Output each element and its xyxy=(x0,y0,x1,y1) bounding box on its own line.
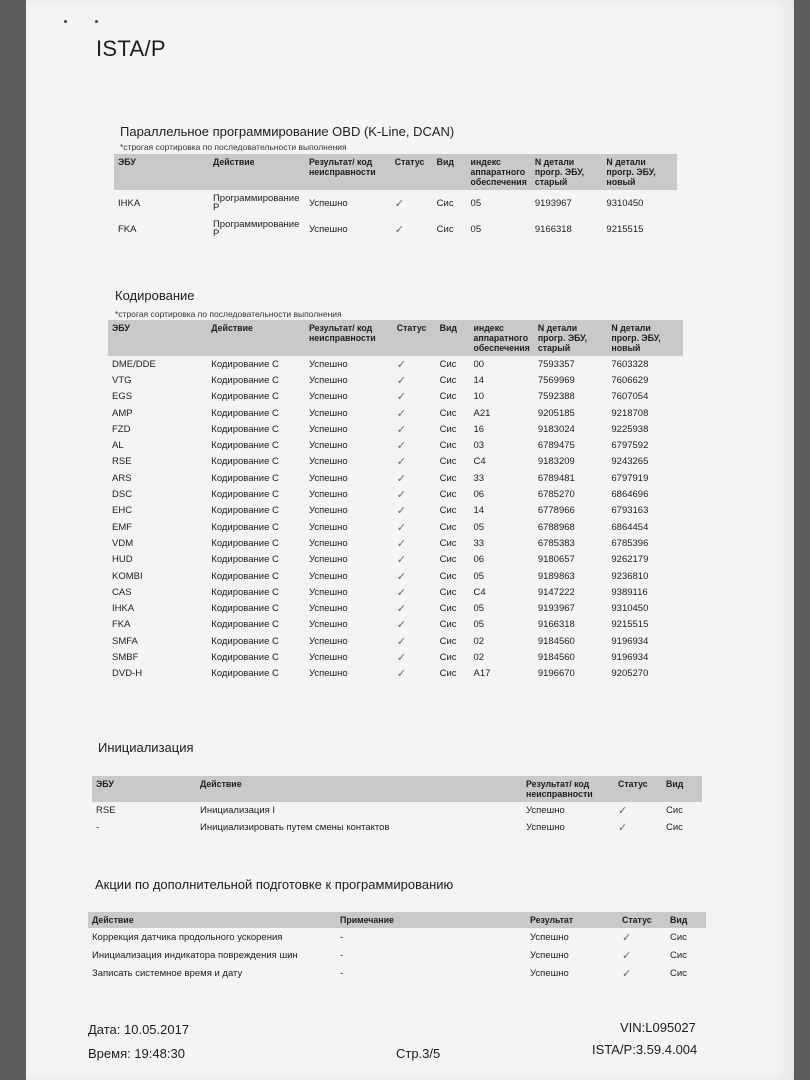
table-row xyxy=(108,600,683,616)
cell-kind: Сис xyxy=(439,374,457,386)
cell-old: 9189863 xyxy=(537,570,575,582)
cell-ecu: FKA xyxy=(118,223,137,235)
cell-result: Успешно xyxy=(308,456,348,468)
software-version: ISTA/P:3.59.4.004 xyxy=(592,1042,698,1057)
cell-new: 7607054 xyxy=(611,391,649,403)
cell-result: Успешно xyxy=(308,619,348,631)
table-row xyxy=(92,802,702,819)
table-row xyxy=(108,617,683,633)
cell-result: Успешно xyxy=(308,635,348,647)
column-header: Результат/ код неисправности xyxy=(522,776,614,802)
column-header: ЭБУ xyxy=(92,776,196,802)
cell-kind: Сис xyxy=(666,822,683,833)
cell-old: 9166318 xyxy=(534,223,572,235)
cell-kind: Сис xyxy=(439,537,457,549)
cell-action: Кодирование С xyxy=(211,407,279,419)
cell-old: 9205185 xyxy=(537,407,575,419)
cell-new: 6864454 xyxy=(611,521,649,533)
cell-old: 9184560 xyxy=(537,635,575,647)
programming-table xyxy=(114,154,677,242)
cell-result: Успешно xyxy=(308,374,348,386)
status-check-icon: ✓ xyxy=(396,358,406,371)
table-row xyxy=(114,216,677,242)
cell-result: Успешно xyxy=(526,822,565,833)
cell-action: Кодирование С xyxy=(211,635,279,647)
cell-old: 9196670 xyxy=(537,668,575,680)
table-row xyxy=(108,470,683,486)
cell-remark: - xyxy=(340,967,344,979)
cell-ecu: DVD-H xyxy=(112,668,143,680)
cell-result: Успешно xyxy=(308,668,348,680)
cell-old: 9180657 xyxy=(537,554,575,566)
cell-new: 6785396 xyxy=(611,537,649,549)
status-check-icon: ✓ xyxy=(622,967,632,980)
cell-new: 6864696 xyxy=(611,489,649,501)
cell-action: Инициализация I xyxy=(200,805,276,816)
cell-index: 33 xyxy=(473,472,485,484)
cell-old: 6789481 xyxy=(537,472,575,484)
cell-kind: Сис xyxy=(666,805,683,816)
status-check-icon: ✓ xyxy=(396,423,406,436)
cell-index: C4 xyxy=(473,586,486,598)
cell-old: 9166318 xyxy=(537,619,575,631)
cell-ecu: VTG xyxy=(112,374,132,386)
table-row xyxy=(108,372,683,388)
cell-old: 6789475 xyxy=(537,440,575,452)
cell-kind: Сис xyxy=(436,197,454,209)
cell-new: 9218708 xyxy=(611,407,649,419)
section-title-preparation: Акции по дополнительной подготовке к программированию xyxy=(95,877,454,892)
table-row xyxy=(92,819,702,836)
cell-kind: Сис xyxy=(670,931,687,943)
cell-index: A17 xyxy=(473,668,491,680)
table-row xyxy=(88,928,706,946)
column-header: Статус xyxy=(393,320,436,356)
cell-ecu: RSE xyxy=(112,456,132,468)
cell-index: 33 xyxy=(473,537,485,549)
cell-result: Успешно xyxy=(308,537,348,549)
table-row xyxy=(108,356,683,372)
column-header: Вид xyxy=(436,320,470,356)
column-header: Действие xyxy=(207,320,305,356)
cell-ecu: AL xyxy=(112,440,124,452)
status-check-icon: ✓ xyxy=(396,651,406,664)
status-check-icon: ✓ xyxy=(396,521,406,534)
cell-old: 9147222 xyxy=(537,586,575,598)
cell-old: 9184560 xyxy=(537,651,575,663)
cell-result: Успешно xyxy=(308,223,348,235)
cell-new: 7606629 xyxy=(611,374,649,386)
cell-ecu: IHKA xyxy=(118,197,141,209)
sort-note: *строгая сортировка по последовательности выполнения xyxy=(120,142,347,152)
cell-kind: Сис xyxy=(439,358,457,370)
cell-action: Кодирование С xyxy=(211,489,279,501)
column-header: Действие xyxy=(196,776,522,802)
page-title: ISTA/P xyxy=(96,36,166,61)
column-header: Результат xyxy=(526,912,618,928)
cell-index: 14 xyxy=(473,505,485,517)
cell-index: 10 xyxy=(473,391,485,403)
report-time: Время: 19:48:30 xyxy=(88,1046,185,1061)
table-row xyxy=(108,503,683,519)
cell-result: Успешно xyxy=(530,949,569,961)
column-header: Примечание xyxy=(336,912,526,928)
cell-old: 9183209 xyxy=(537,456,575,468)
table-row xyxy=(108,649,683,665)
cell-new: 9225938 xyxy=(611,423,649,435)
status-check-icon: ✓ xyxy=(618,805,628,817)
vin-number: VIN:L095027 xyxy=(620,1020,696,1035)
cell-kind: Сис xyxy=(439,407,457,419)
cell-kind: Сис xyxy=(439,619,457,631)
cell-ecu: DME/DDE xyxy=(112,358,156,370)
column-header: Вид xyxy=(433,154,467,190)
cell-result: Успешно xyxy=(308,651,348,663)
cell-action: Кодирование С xyxy=(211,570,279,582)
cell-index: A21 xyxy=(473,407,491,419)
status-check-icon: ✓ xyxy=(396,489,406,502)
cell-action: Кодирование С xyxy=(211,521,279,533)
status-check-icon: ✓ xyxy=(394,197,404,210)
cell-index: 05 xyxy=(473,570,485,582)
cell-index: 02 xyxy=(473,635,485,647)
status-check-icon: ✓ xyxy=(396,440,406,453)
cell-result: Успешно xyxy=(530,931,569,943)
table-header-row xyxy=(114,154,677,190)
cell-action: Кодирование С xyxy=(211,456,279,468)
column-header: Действие xyxy=(88,912,336,928)
cell-kind: Сис xyxy=(439,651,457,663)
cell-index: 06 xyxy=(473,489,485,501)
cell-index: 05 xyxy=(470,223,482,235)
cell-new: 9205270 xyxy=(611,668,649,680)
cell-result: Успешно xyxy=(308,358,348,370)
cell-ecu: DSC xyxy=(112,489,133,501)
cell-kind: Сис xyxy=(439,554,457,566)
table-row xyxy=(108,568,683,584)
cell-ecu: SMBF xyxy=(112,651,139,663)
cell-ecu: IHKA xyxy=(112,603,135,615)
cell-action: Коррекция датчика продольного ускорения xyxy=(92,931,283,943)
cell-result: Успешно xyxy=(526,805,565,816)
cell-result: Успешно xyxy=(530,967,569,979)
status-check-icon: ✓ xyxy=(622,931,632,944)
table-row xyxy=(114,190,677,216)
cell-kind: Сис xyxy=(439,489,457,501)
column-header: Статус xyxy=(391,154,433,190)
column-header: Результат/ код неисправности xyxy=(305,154,391,190)
cell-old: 9183024 xyxy=(537,423,575,435)
initialization-table xyxy=(92,776,702,836)
status-check-icon: ✓ xyxy=(396,586,406,599)
cell-action: Кодирование С xyxy=(211,440,279,452)
report-date: Дата: 10.05.2017 xyxy=(88,1022,190,1037)
table-row xyxy=(108,519,683,535)
status-check-icon: ✓ xyxy=(396,505,406,518)
table-row xyxy=(108,535,683,551)
table-header-row xyxy=(108,320,683,356)
status-check-icon: ✓ xyxy=(396,407,406,420)
cell-action: Кодирование С xyxy=(211,603,279,615)
cell-ecu: AMP xyxy=(112,407,133,419)
cell-result: Успешно xyxy=(308,197,348,209)
cell-action: Инициализация индикатора повреждения шин xyxy=(92,949,298,961)
cell-action: Кодирование С xyxy=(211,505,279,517)
cell-result: Успешно xyxy=(308,603,348,615)
cell-action: Кодирование С xyxy=(211,554,279,566)
cell-kind: Сис xyxy=(439,635,457,647)
cell-action: Кодирование С xyxy=(211,586,279,598)
cell-action: Кодирование С xyxy=(211,668,279,680)
cell-new: 9310450 xyxy=(611,603,649,615)
status-check-icon: ✓ xyxy=(396,456,406,469)
cell-new: 9262179 xyxy=(611,554,649,566)
cell-index: 05 xyxy=(470,197,482,209)
cell-old: 6785270 xyxy=(537,489,575,501)
status-check-icon: ✓ xyxy=(396,554,406,567)
cell-index: 02 xyxy=(473,651,485,663)
cell-result: Успешно xyxy=(308,521,348,533)
cell-new: 9215515 xyxy=(611,619,649,631)
cell-index: 00 xyxy=(473,358,485,370)
column-header: N детали прогр. ЭБУ, новый xyxy=(602,154,677,190)
status-check-icon: ✓ xyxy=(396,668,406,681)
table-row xyxy=(108,405,683,421)
cell-ecu: EGS xyxy=(112,391,133,403)
column-header: Вид xyxy=(662,776,702,802)
cell-index: 05 xyxy=(473,619,485,631)
cell-new: 9389116 xyxy=(611,586,648,598)
section-title-initialization: Инициализация xyxy=(98,740,194,755)
status-check-icon: ✓ xyxy=(396,619,406,632)
cell-kind: Сис xyxy=(439,456,457,468)
section-title-programming: Параллельное программирование OBD (K-Line, DCAN) xyxy=(120,124,455,139)
cell-kind: Сис xyxy=(439,472,457,484)
cell-new: 6797592 xyxy=(611,440,649,452)
table-row xyxy=(108,437,683,453)
cell-remark: - xyxy=(340,931,344,943)
cell-action: Программирование Р xyxy=(212,193,300,213)
cell-action: Записать системное время и дату xyxy=(92,967,243,979)
status-check-icon: ✓ xyxy=(396,537,406,550)
sort-note: *строгая сортировка по последовательности выполнения xyxy=(115,309,342,319)
column-header: индекс аппаратного обеспечения xyxy=(470,320,534,356)
column-header: Вид xyxy=(666,912,706,928)
status-check-icon: ✓ xyxy=(396,374,406,387)
status-check-icon: ✓ xyxy=(622,949,632,962)
cell-result: Успешно xyxy=(308,505,348,517)
table-row xyxy=(108,584,683,600)
cell-ecu: VDM xyxy=(112,537,134,549)
cell-ecu: FZD xyxy=(112,423,131,435)
column-header: Статус xyxy=(618,912,666,928)
cell-result: Успешно xyxy=(308,570,348,582)
cell-kind: Сис xyxy=(439,521,457,533)
column-header: N детали прогр. ЭБУ, новый xyxy=(607,320,683,356)
cell-kind: Сис xyxy=(436,223,454,235)
column-header: ЭБУ xyxy=(108,320,207,356)
cell-old: 7569969 xyxy=(537,374,575,386)
column-header: Действие xyxy=(209,154,305,190)
cell-result: Успешно xyxy=(308,472,348,484)
cell-index: 14 xyxy=(473,374,485,386)
page-number: Стр.3/5 xyxy=(396,1046,441,1061)
cell-new: 6797919 xyxy=(611,472,649,484)
column-header: ЭБУ xyxy=(114,154,209,190)
cell-ecu: HUD xyxy=(112,554,133,566)
punch-mark xyxy=(64,20,67,23)
cell-ecu: CAS xyxy=(112,586,132,598)
cell-old: 6788968 xyxy=(537,521,575,533)
table-header-row xyxy=(88,912,706,928)
cell-new: 9243265 xyxy=(611,456,649,468)
cell-new: 9196934 xyxy=(611,635,649,647)
cell-ecu: FKA xyxy=(112,619,131,631)
table-row xyxy=(108,666,683,682)
cell-action: Инициализировать путем смены контактов xyxy=(200,822,390,833)
cell-kind: Сис xyxy=(670,949,687,961)
punch-mark xyxy=(95,20,98,23)
cell-index: 06 xyxy=(473,554,485,566)
cell-kind: Сис xyxy=(439,423,457,435)
table-row xyxy=(108,486,683,502)
cell-action: Кодирование С xyxy=(211,423,279,435)
column-header: Результат/ код неисправности xyxy=(305,320,393,356)
cell-ecu: EHC xyxy=(112,505,133,517)
status-check-icon: ✓ xyxy=(396,472,406,485)
section-title-coding: Кодирование xyxy=(115,288,195,303)
cell-action: Кодирование С xyxy=(211,619,279,631)
column-header: Статус xyxy=(614,776,662,802)
status-check-icon: ✓ xyxy=(396,570,406,583)
cell-index: 16 xyxy=(473,423,485,435)
cell-new: 9236810 xyxy=(611,570,649,582)
cell-ecu: ARS xyxy=(112,472,132,484)
cell-result: Успешно xyxy=(308,586,348,598)
status-check-icon: ✓ xyxy=(396,391,406,404)
status-check-icon: ✓ xyxy=(618,822,628,834)
cell-old: 9193967 xyxy=(537,603,575,615)
column-header: N детали прогр. ЭБУ, старый xyxy=(531,154,603,190)
status-check-icon: ✓ xyxy=(396,635,406,648)
cell-index: 05 xyxy=(473,603,485,615)
cell-index: 03 xyxy=(473,440,485,452)
cell-kind: Сис xyxy=(439,505,457,517)
cell-ecu: EMF xyxy=(112,521,133,533)
status-check-icon: ✓ xyxy=(396,603,406,616)
cell-remark: - xyxy=(340,949,344,961)
cell-action: Кодирование С xyxy=(211,374,279,386)
cell-kind: Сис xyxy=(439,603,457,615)
cell-new: 7603328 xyxy=(611,358,649,370)
column-header: индекс аппаратного обеспечения xyxy=(467,154,531,190)
cell-result: Успешно xyxy=(308,391,348,403)
coding-table xyxy=(108,320,683,682)
cell-index: 05 xyxy=(473,521,485,533)
cell-old: 7592388 xyxy=(537,391,575,403)
cell-index: C4 xyxy=(473,456,486,468)
cell-old: 7593357 xyxy=(537,358,575,370)
table-row xyxy=(108,633,683,649)
table-row xyxy=(108,421,683,437)
cell-kind: Сис xyxy=(670,967,687,979)
cell-ecu: SMFA xyxy=(112,635,138,647)
status-check-icon: ✓ xyxy=(394,223,404,236)
cell-new: 9310450 xyxy=(606,197,644,209)
cell-old: 6778966 xyxy=(537,505,575,517)
cell-action: Кодирование С xyxy=(211,651,279,663)
cell-ecu: - xyxy=(96,822,100,833)
cell-old: 6785383 xyxy=(537,537,575,549)
cell-result: Успешно xyxy=(308,489,348,501)
table-row xyxy=(108,389,683,405)
cell-result: Успешно xyxy=(308,407,348,419)
cell-new: 9215515 xyxy=(606,223,644,235)
cell-kind: Сис xyxy=(439,586,457,598)
cell-ecu: RSE xyxy=(96,805,116,816)
cell-action: Кодирование С xyxy=(211,537,279,549)
preparation-table xyxy=(88,912,706,982)
cell-action: Кодирование С xyxy=(211,358,279,370)
cell-kind: Сис xyxy=(439,668,457,680)
cell-result: Успешно xyxy=(308,423,348,435)
cell-action: Кодирование С xyxy=(211,472,279,484)
cell-action: Кодирование С xyxy=(211,391,279,403)
table-row xyxy=(108,454,683,470)
column-header: N детали прогр. ЭБУ, старый xyxy=(534,320,608,356)
table-row xyxy=(88,946,706,964)
cell-kind: Сис xyxy=(439,440,457,452)
cell-kind: Сис xyxy=(439,570,457,582)
cell-new: 6793163 xyxy=(611,505,649,517)
cell-ecu: KOMBI xyxy=(112,570,143,582)
table-row xyxy=(108,552,683,568)
table-header-row xyxy=(92,776,702,802)
cell-new: 9196934 xyxy=(611,651,649,663)
table-row xyxy=(88,964,706,982)
cell-old: 9193967 xyxy=(534,197,572,209)
cell-result: Успешно xyxy=(308,440,348,452)
cell-action: Программирование Р xyxy=(212,219,300,239)
cell-kind: Сис xyxy=(439,391,457,403)
cell-result: Успешно xyxy=(308,554,348,566)
